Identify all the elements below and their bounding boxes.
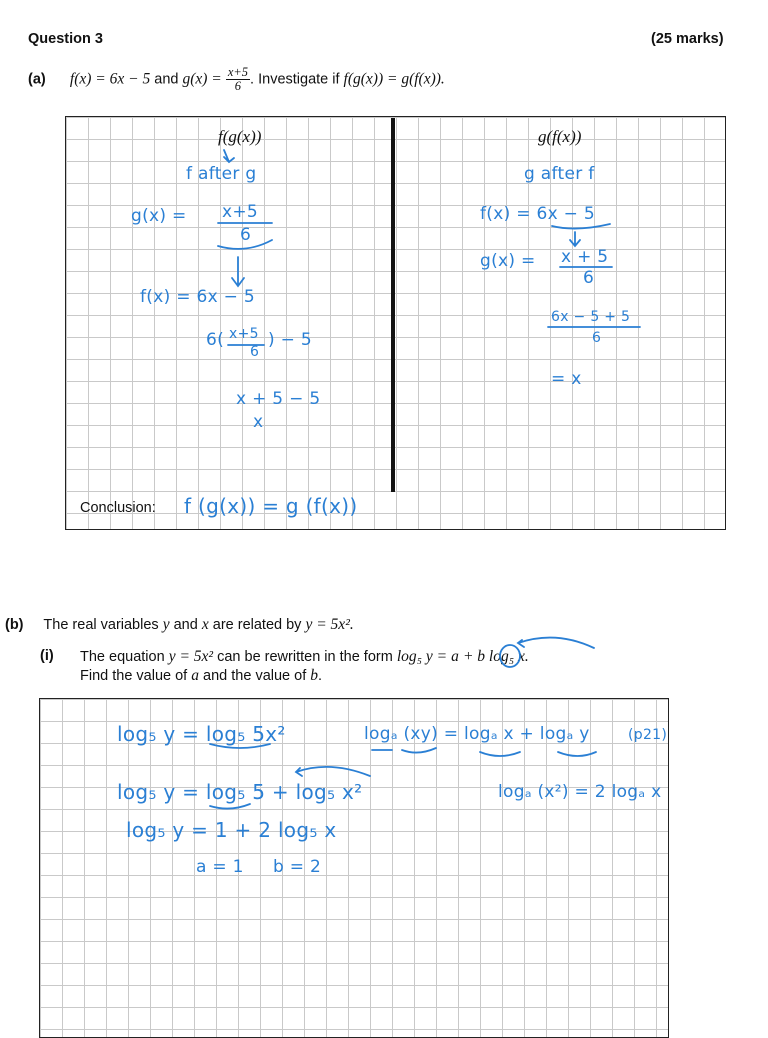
hw-left-line-2: g(x) = bbox=[131, 206, 187, 226]
question-title: Question 3 bbox=[28, 31, 103, 47]
part-b-line-2: Find the value of a and the value of b. bbox=[80, 667, 323, 684]
part-b-sub-label: (i) bbox=[40, 648, 54, 664]
hw-b-line-2: log₅ y = log₅ 5 + log₅ x² bbox=[117, 780, 363, 804]
hw-right-line-4: x + 5 bbox=[561, 247, 609, 267]
hw-right-line-3: g(x) = bbox=[480, 251, 536, 271]
hw-right-line-6: 6x − 5 + 5 bbox=[551, 309, 631, 325]
part-a-equation: f(g(x)) = g(f(x)). bbox=[343, 70, 445, 88]
hw-b-page-ref: (p21) bbox=[628, 727, 668, 743]
part-b-intro: (b) The real variables y and x are related by y = 5x². bbox=[5, 616, 354, 633]
hw-left-line-9: ) − 5 bbox=[268, 330, 312, 350]
hw-left-line-11: x bbox=[253, 412, 264, 432]
part-b-label: (b) bbox=[5, 617, 24, 633]
part-a-g-lhs: g(x) = bbox=[182, 70, 222, 88]
part-a-and: and bbox=[154, 71, 179, 88]
part-b-answer-grid bbox=[39, 698, 669, 1038]
hw-b-log-rule-1: logₐ (xy) = logₐ x + logₐ y bbox=[364, 724, 590, 744]
hw-b-log-rule-2: logₐ (x²) = 2 logₐ x bbox=[498, 782, 662, 802]
part-a-f-def: f(x) = 6x − 5 bbox=[69, 70, 151, 88]
hw-left-line-8: 6 bbox=[250, 344, 260, 360]
part-a-label: (a) bbox=[28, 71, 46, 88]
hw-b-a-value: a = 1 bbox=[196, 857, 244, 877]
hw-right-line-8: = x bbox=[551, 369, 582, 389]
hw-right-line-2: f(x) = 6x − 5 bbox=[480, 204, 596, 224]
hw-right-line-5: 6 bbox=[583, 268, 595, 288]
hw-left-line-4: 6 bbox=[240, 225, 252, 245]
hw-b-line-1: log₅ y = log₅ 5x² bbox=[117, 722, 286, 746]
hw-b-line-3: log₅ y = 1 + 2 log₅ x bbox=[126, 818, 337, 842]
hw-left-line-6: 6( bbox=[206, 330, 225, 350]
part-a-g-fraction: $\frac{x+5}{6}$ bbox=[227, 65, 249, 93]
hw-left-line-5: f(x) = 6x − 5 bbox=[140, 287, 256, 307]
hw-left-line-10: x + 5 − 5 bbox=[236, 389, 321, 409]
part-b-relation: y = 5x². bbox=[305, 616, 354, 633]
hw-right-line-7: 6 bbox=[592, 330, 602, 346]
hw-left-line-1: f after g bbox=[186, 164, 257, 184]
hw-arrow-over-b bbox=[518, 638, 594, 648]
circled-a: a bbox=[451, 648, 459, 665]
hw-right-line-1: g after f bbox=[524, 164, 595, 184]
hw-left-line-7: x+5 bbox=[229, 326, 259, 342]
left-column-title: f(g(x)) bbox=[218, 127, 262, 146]
hw-left-line-3: x+5 bbox=[222, 202, 259, 222]
hw-b-b-value: b = 2 bbox=[273, 857, 322, 877]
question-marks: (25 marks) bbox=[651, 31, 724, 47]
part-a-statement bbox=[28, 66, 445, 93]
hw-conclusion: f (g(x)) = g (f(x)) bbox=[184, 494, 358, 518]
column-divider bbox=[391, 118, 395, 492]
right-column-title: g(f(x)) bbox=[538, 127, 582, 146]
conclusion-label: Conclusion: bbox=[80, 500, 156, 516]
part-b-line-1: The equation y = 5x² can be rewritten in the form log₅ y = a + b log₅ x. bbox=[80, 648, 529, 665]
part-a-tail: . Investigate if bbox=[250, 71, 340, 88]
